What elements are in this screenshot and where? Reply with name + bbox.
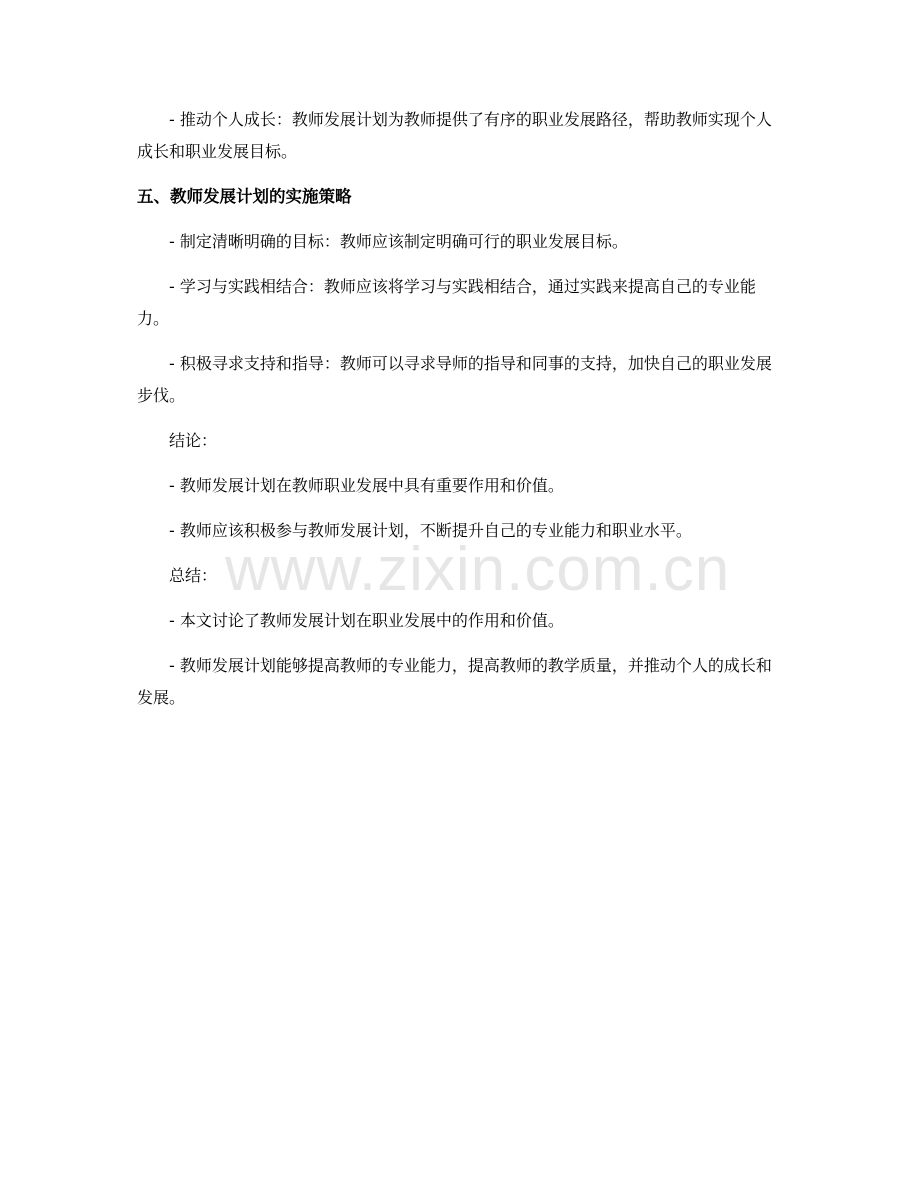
section-heading-implementation-strategies: 五、教师发展计划的实施策略: [137, 187, 352, 206]
conclusion-item-importance: - 教师发展计划在教师职业发展中具有重要作用和价值。: [169, 476, 564, 495]
conclusion-label: 结论：: [169, 431, 218, 450]
document-body: [137, 104, 783, 727]
paragraph-personal-growth: - 推动个人成长：教师发展计划为教师提供了有序的职业发展路径，帮助教师实现个人成长和职业发展目标。: [137, 110, 772, 161]
paragraph-seek-support: - 积极寻求支持和指导：教师可以寻求导师的指导和同事的支持，加快自己的职业发展步伐。: [137, 354, 772, 405]
summary-item-discussion: - 本文讨论了教师发展计划在职业发展中的作用和价值。: [169, 611, 564, 630]
paragraph-clear-goals: - 制定清晰明确的目标：教师应该制定明确可行的职业发展目标。: [169, 232, 628, 251]
paragraph-learning-practice: - 学习与实践相结合：教师应该将学习与实践相结合，通过实践来提高自己的专业能力。: [137, 277, 756, 328]
watermark: www.zixin.com.cn: [225, 535, 731, 604]
summary-item-benefits: - 教师发展计划能够提高教师的专业能力，提高教师的教学质量，并推动个人的成长和发展。: [137, 656, 772, 707]
summary-label: 总结：: [169, 566, 218, 585]
conclusion-item-participation: - 教师应该积极参与教师发展计划，不断提升自己的专业能力和职业水平。: [169, 521, 692, 540]
